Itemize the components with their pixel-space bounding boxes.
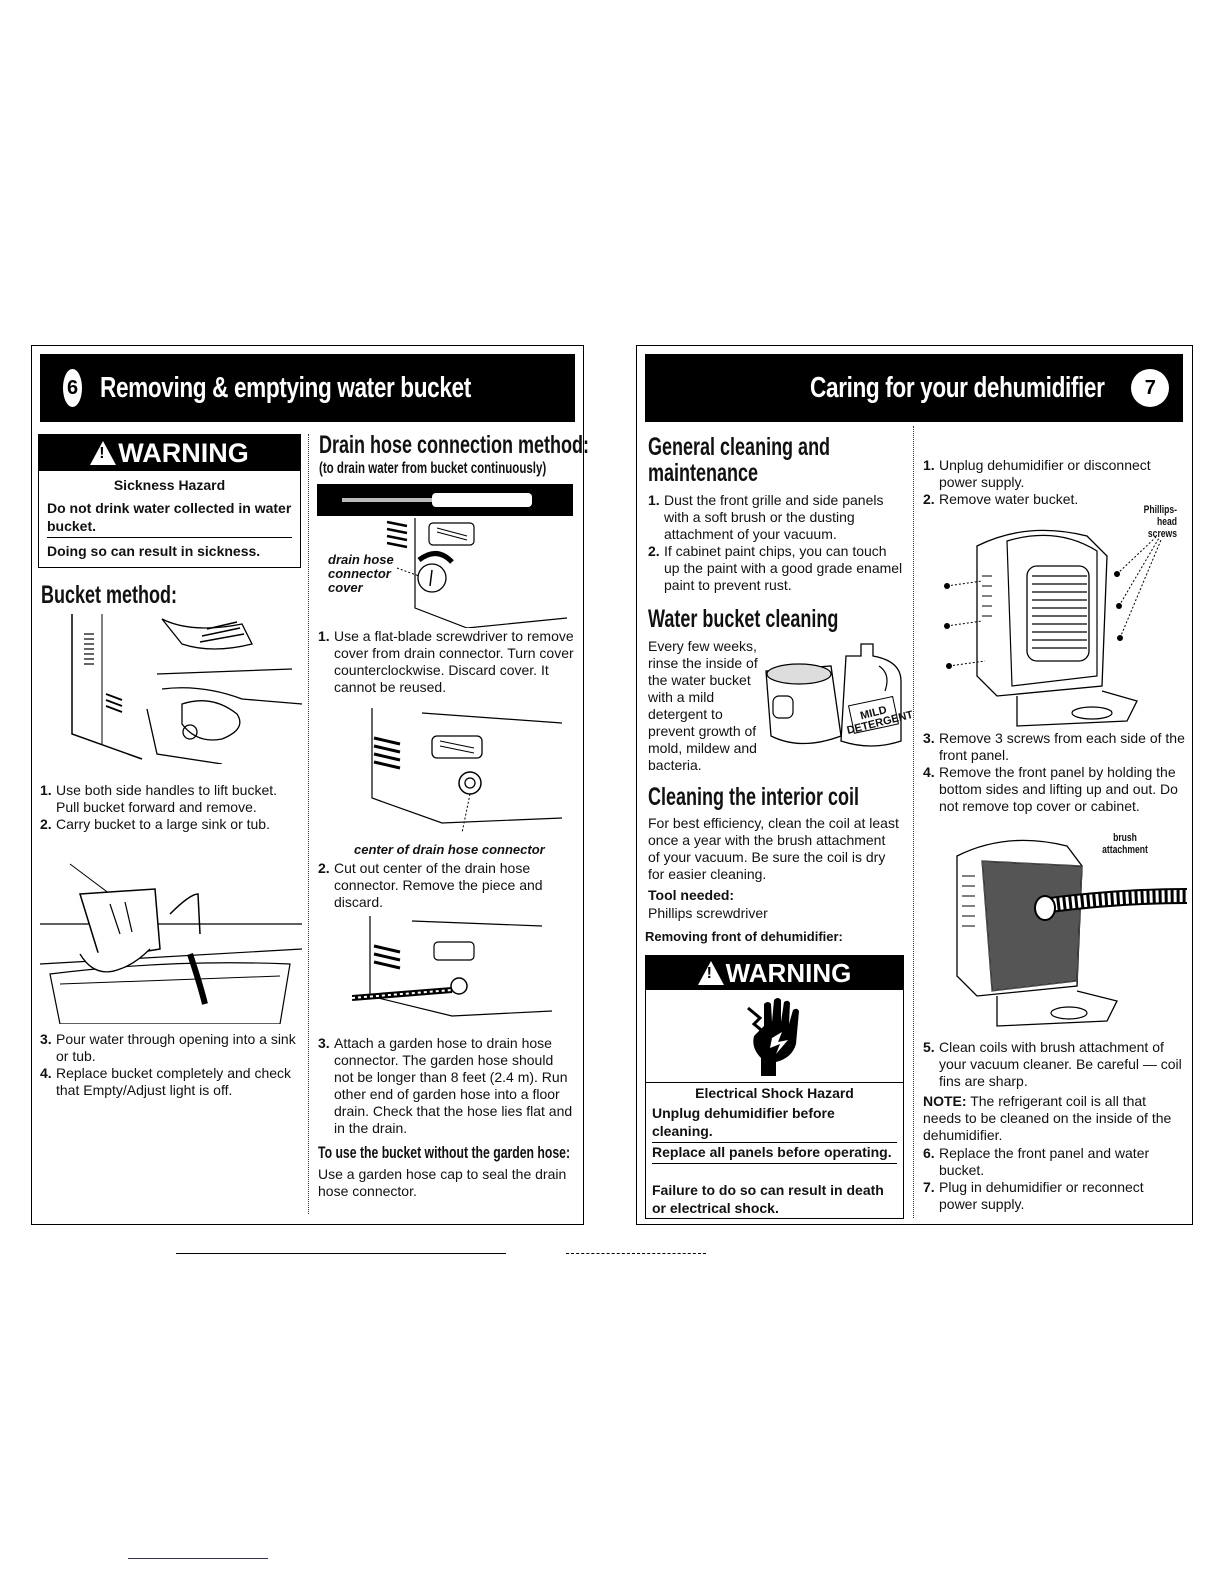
hazard-title: Electrical Shock Hazard — [646, 1082, 903, 1101]
removal-steps-3-4 — [923, 730, 1185, 815]
footer-line-left — [176, 1253, 506, 1254]
garden-hose-illustration — [352, 916, 552, 1031]
general-cleaning-heading: General cleaning and maintenance — [648, 433, 831, 487]
general-steps — [648, 492, 904, 594]
screwdriver-icon — [332, 490, 542, 510]
removal-steps-6-7 — [923, 1145, 1185, 1213]
drain-connector-illustration — [362, 708, 562, 838]
right-page-panel — [636, 345, 1193, 1225]
hazard-title: Sickness Hazard — [113, 477, 226, 493]
warning-banner: ! WARNING — [646, 956, 903, 990]
step-item: 2. Cut out center of the drain hose connector. Remove the piece and discard. — [318, 860, 543, 910]
section-title: Removing & emptying water bucket — [99, 371, 471, 404]
dehumidifier-screws-illustration — [937, 526, 1177, 736]
no-hose-text: Use a garden hose cap to seal the drain hose connector. — [318, 1166, 567, 1199]
warning-line-3: Failure to do so can result in death or electrical shock. — [652, 1182, 884, 1216]
electrical-warning-box — [645, 955, 904, 1219]
section-number-badge: 7 — [1131, 369, 1169, 407]
warning-line-1: Unplug dehumidifier before cleaning. — [652, 1104, 897, 1143]
section-title: Caring for your dehumidifier — [810, 371, 1105, 404]
removal-steps-1-2 — [923, 457, 1185, 508]
electric-shock-hand-icon — [746, 996, 806, 1076]
warning-triangle-icon: ! — [698, 961, 724, 985]
step-item: 4. Remove the front panel by holding the bottom sides and lifting up and out. Do not remove top cover or cabinet. — [923, 764, 1178, 814]
step-item: 2. Carry bucket to a large sink or tub. — [40, 816, 270, 832]
drain-hose-subheading: (to drain water from bucket continuously) — [319, 460, 547, 477]
step-item: 3. Attach a garden hose to drain hose connector. The garden hose should not be longer than 8 feet (2.4 m). Run other end of garden hose into a floor drain. Check that the hose lies flat and in the drain. — [318, 1035, 573, 1136]
bucket-lift-illustration — [62, 614, 302, 764]
warning-triangle-icon: ! — [90, 441, 116, 465]
drain-step-2 — [318, 860, 574, 911]
brush-label: brush attachment — [1102, 832, 1148, 856]
step-item: 3. Pour water through opening into a sink or tub. — [40, 1031, 296, 1064]
step-item: 2. If cabinet paint chips, you can touch up the paint with a good grade enamel paint to prevent rust. — [648, 543, 903, 593]
step-item: 3. Remove 3 screws from each side of the front panel. — [923, 730, 1185, 763]
column-divider — [913, 426, 914, 1218]
step-item: 1. Use both side handles to lift bucket. Pull bucket forward and remove. — [40, 782, 278, 815]
tool-name: Phillips screwdriver — [648, 905, 768, 921]
refrigerant-note: NOTE: The refrigerant coil is all that needs to be cleaned on the inside of the dehumidifier. — [923, 1093, 1172, 1143]
drain-step-3 — [318, 1035, 574, 1137]
step-item: 4. Replace bucket completely and check that Empty/Adjust light is off. — [40, 1065, 292, 1098]
step-item: 2. Remove water bucket. — [923, 491, 1079, 507]
warning-line-2: Doing so can result in sickness. — [47, 543, 261, 559]
removal-step-5 — [923, 1039, 1185, 1090]
removing-front-label: Removing front of dehumidifier: — [645, 929, 843, 944]
drain-hose-heading: Drain hose connection method: — [319, 431, 590, 459]
section-header-bar — [645, 354, 1183, 422]
screws-label: Phillips-head screws — [1143, 504, 1177, 540]
warning-line-1: Do not drink water collected in water bucket. — [47, 499, 292, 538]
footer-line-bottom — [128, 1558, 268, 1559]
warning-line-2: Replace all panels before operating. — [652, 1143, 897, 1164]
step-item: 5. Clean coils with brush attachment of your vacuum cleaner. Be careful — coil fins are sharp. — [923, 1039, 1182, 1089]
step-item: 7. Plug in dehumidifier or reconnect power supply. — [923, 1179, 1144, 1212]
step-item: 1. Dust the front grille and side panels with a soft brush or the dusting attachment of your vacuum. — [648, 492, 884, 542]
coil-text: For best efficiency, clean the coil at least once a year with the brush attachment of your vacuum. Be sure the coil is dry for easier cleaning. — [648, 815, 899, 882]
water-bucket-cleaning-heading: Water bucket cleaning — [648, 605, 839, 633]
drain-cover-label: drain hose connector cover — [328, 552, 394, 595]
section-header-bar — [40, 354, 575, 422]
sink-pour-illustration — [40, 854, 302, 1024]
coil-cleaning-illustration — [937, 836, 1187, 1036]
column-divider — [308, 434, 309, 1214]
bucket-cleaning-text: Every few weeks, rinse the inside of the water bucket with a mild detergent to prevent growth of mold, mildew and bacteria. — [648, 638, 758, 773]
step-item: 6. Replace the front panel and water bucket. — [923, 1145, 1150, 1178]
bucket-steps-1-2 — [40, 782, 302, 833]
left-page-panel — [31, 345, 590, 1225]
footer-line-right — [566, 1253, 706, 1254]
bucket-method-heading: Bucket method: — [41, 581, 178, 609]
warning-banner: ! WARNING — [39, 435, 300, 471]
step-item: 1. Use a flat-blade screwdriver to remove cover from drain connector. Turn cover counterclockwise. Discard cover. It cannot be reused. — [318, 628, 574, 695]
drain-step-1 — [318, 628, 574, 696]
bucket-detergent-illustration — [761, 636, 915, 756]
section-number-badge: 6 — [63, 369, 82, 407]
center-connector-label: center of drain hose connector — [354, 842, 545, 857]
step-item: 1. Unplug dehumidifier or disconnect power supply. — [923, 457, 1151, 490]
tool-needed-label: Tool needed: — [648, 887, 735, 903]
sickness-warning-box — [38, 434, 301, 568]
detergent-bottle-label: MILD DETERGENT — [845, 704, 915, 737]
interior-coil-heading: Cleaning the interior coil — [648, 783, 860, 811]
bucket-steps-3-4 — [40, 1031, 302, 1099]
no-hose-heading: To use the bucket without the garden hose: — [318, 1143, 571, 1162]
